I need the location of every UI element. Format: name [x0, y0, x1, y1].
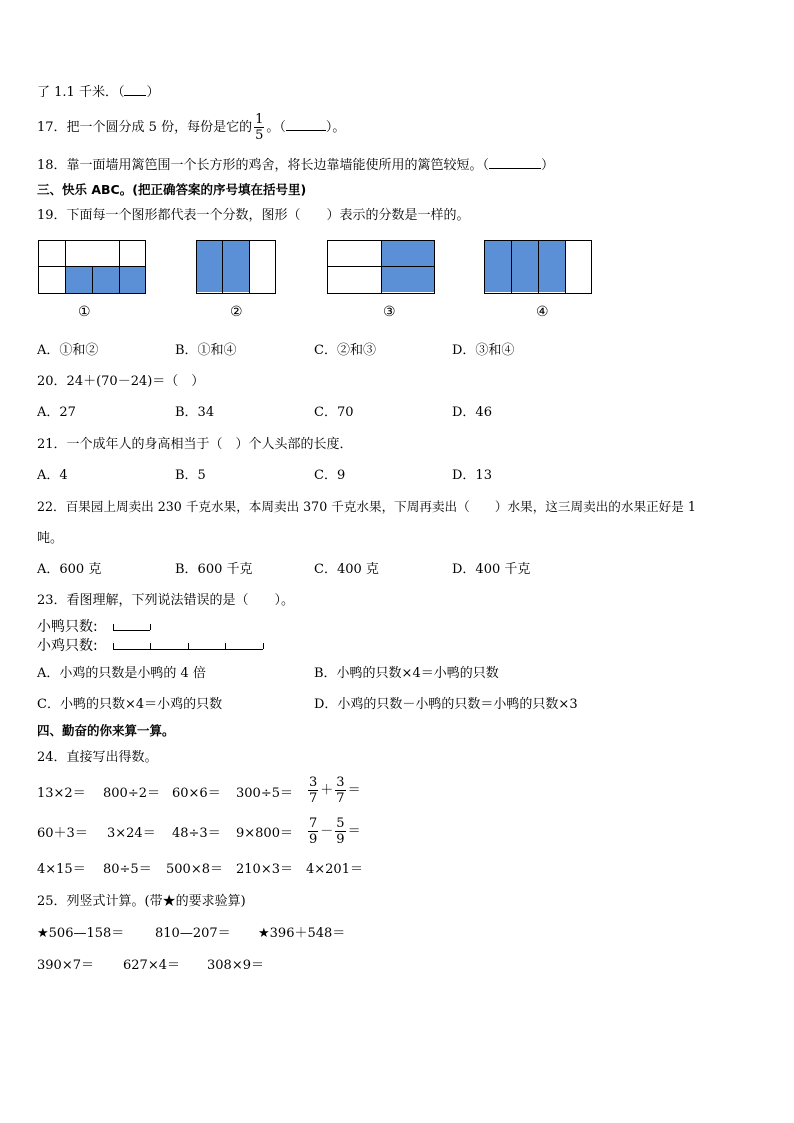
q22-option-d[interactable]: D．400 千克	[452, 562, 531, 577]
duck-count-label: 小鸭只数:	[37, 619, 98, 635]
question-25-stem: 25．列竖式计算。(带★的要求验算)	[37, 894, 246, 909]
answer-blank[interactable]	[489, 155, 541, 169]
question-23-stem: 23．看图理解，下列说法错误的是（ ）。	[37, 593, 295, 608]
q23-option-d[interactable]: D．小鸡的只数－小鸭的只数＝小鸭的只数×3	[314, 697, 578, 712]
duck-segment-bar	[113, 624, 150, 631]
q19-option-a[interactable]: A．①和②	[37, 343, 99, 358]
figure-3	[327, 240, 435, 294]
question-22-stem-line-2: 吨。	[37, 531, 64, 546]
q23-option-a[interactable]: A．小鸡的只数是小鸭的 4 倍	[37, 666, 206, 681]
q20-option-b[interactable]: B．34	[175, 405, 215, 420]
section-4-heading: 四、勤奋的你来算一算。	[37, 723, 175, 738]
q24-r1-c3: 60×6＝	[172, 786, 221, 801]
q19-option-c[interactable]: C．②和③	[314, 343, 376, 358]
q20-option-c[interactable]: C．70	[314, 405, 354, 420]
q21-option-d[interactable]: D．13	[452, 468, 492, 483]
q24-r3-c5: 4×201＝	[306, 862, 363, 877]
q24-r3-c2: 80÷5＝	[103, 862, 152, 877]
figure-4	[484, 240, 592, 294]
q24-r3-c3: 500×8＝	[166, 862, 223, 877]
q24-r2-c1: 60＋3＝	[37, 826, 88, 841]
q25-r2-c1: 390×7＝	[37, 958, 94, 973]
q20-option-d[interactable]: D．46	[452, 405, 492, 420]
q16-tail: 了 1.1 千米．（ ）	[37, 82, 159, 102]
q24-r1-fraction-expr: $\frac{3}{7}$ ＋ $\frac{3}{7}$ ＝	[309, 775, 361, 806]
q22-option-a[interactable]: A．600 克	[37, 562, 102, 577]
q25-r1-c1: ★506—158＝	[37, 926, 125, 941]
fraction: $\frac{1}{5}$	[255, 112, 264, 143]
figure-1	[38, 240, 146, 294]
question-22-stem-line-1: 22．百果园上周卖出 230 千克水果，本周卖出 370 千克水果，下周再卖出（ ）水果，这三周卖出的水果正好是 1	[37, 499, 696, 514]
answer-blank[interactable]	[286, 117, 326, 131]
q25-r1-c3: ★396＋548＝	[258, 926, 346, 941]
q24-r1-c1: 13×2＝	[37, 786, 86, 801]
q21-option-a[interactable]: A．4	[37, 468, 68, 483]
question-17: 17．把一个圆分成 5 份，每份是它的 $\frac{1}{5}$ 。（ ）。	[37, 112, 346, 143]
q21-option-c[interactable]: C．9	[314, 468, 346, 483]
q22-option-b[interactable]: B．600 千克	[175, 562, 253, 577]
q24-r3-c4: 210×3＝	[236, 862, 293, 877]
q24-r2-c3: 48÷3＝	[172, 826, 221, 841]
question-24-stem: 24．直接写出得数。	[37, 750, 158, 765]
q24-r2-c4: 9×800＝	[236, 826, 293, 841]
q25-r2-c3: 308×9＝	[207, 958, 264, 973]
q24-r1-c4: 300÷5＝	[236, 786, 293, 801]
figure-2	[196, 240, 276, 294]
section-3-heading: 三、快乐 ABC。(把正确答案的序号填在括号里)	[37, 182, 307, 197]
figure-label-1: ①	[78, 304, 91, 320]
question-21-stem: 21．一个成年人的身高相当于（ ）个人头部的长度．	[37, 437, 353, 452]
answer-blank[interactable]	[124, 82, 146, 96]
q24-r1-c2: 800÷2＝	[103, 786, 160, 801]
question-19-stem: 19．下面每一个图形都代表一个分数，图形（ ）表示的分数是一样的。	[37, 208, 470, 223]
q19-option-d[interactable]: D．③和④	[452, 343, 515, 358]
q23-option-b[interactable]: B．小鸭的只数×4＝小鸭的只数	[314, 666, 499, 681]
question-20-stem: 20．24＋(70－24)＝（ ）	[37, 374, 205, 389]
q24-r2-fraction-expr: $\frac{7}{9}$ － $\frac{5}{9}$ ＝	[309, 816, 361, 847]
q25-r1-c2: 810—207＝	[155, 926, 231, 941]
chick-segment-bar	[113, 643, 263, 650]
q22-option-c[interactable]: C．400 克	[314, 562, 379, 577]
q19-option-b[interactable]: B．①和④	[175, 343, 237, 358]
q21-option-b[interactable]: B．5	[175, 468, 206, 483]
q24-r2-c2: 3×24＝	[107, 826, 156, 841]
figure-label-4: ④	[536, 304, 549, 320]
q24-r3-c1: 4×15＝	[37, 862, 86, 877]
figure-label-2: ②	[230, 304, 243, 320]
q20-option-a[interactable]: A．27	[37, 405, 76, 420]
q23-option-c[interactable]: C．小鸭的只数×4＝小鸡的只数	[37, 697, 223, 712]
chick-count-label: 小鸡只数:	[37, 638, 98, 654]
figure-label-3: ③	[383, 304, 396, 320]
question-18: 18．靠一面墙用篱笆围一个长方形的鸡舍，将长边靠墙能使所用的篱笆较短。（ ）	[37, 155, 554, 175]
q25-r2-c2: 627×4＝	[123, 958, 180, 973]
